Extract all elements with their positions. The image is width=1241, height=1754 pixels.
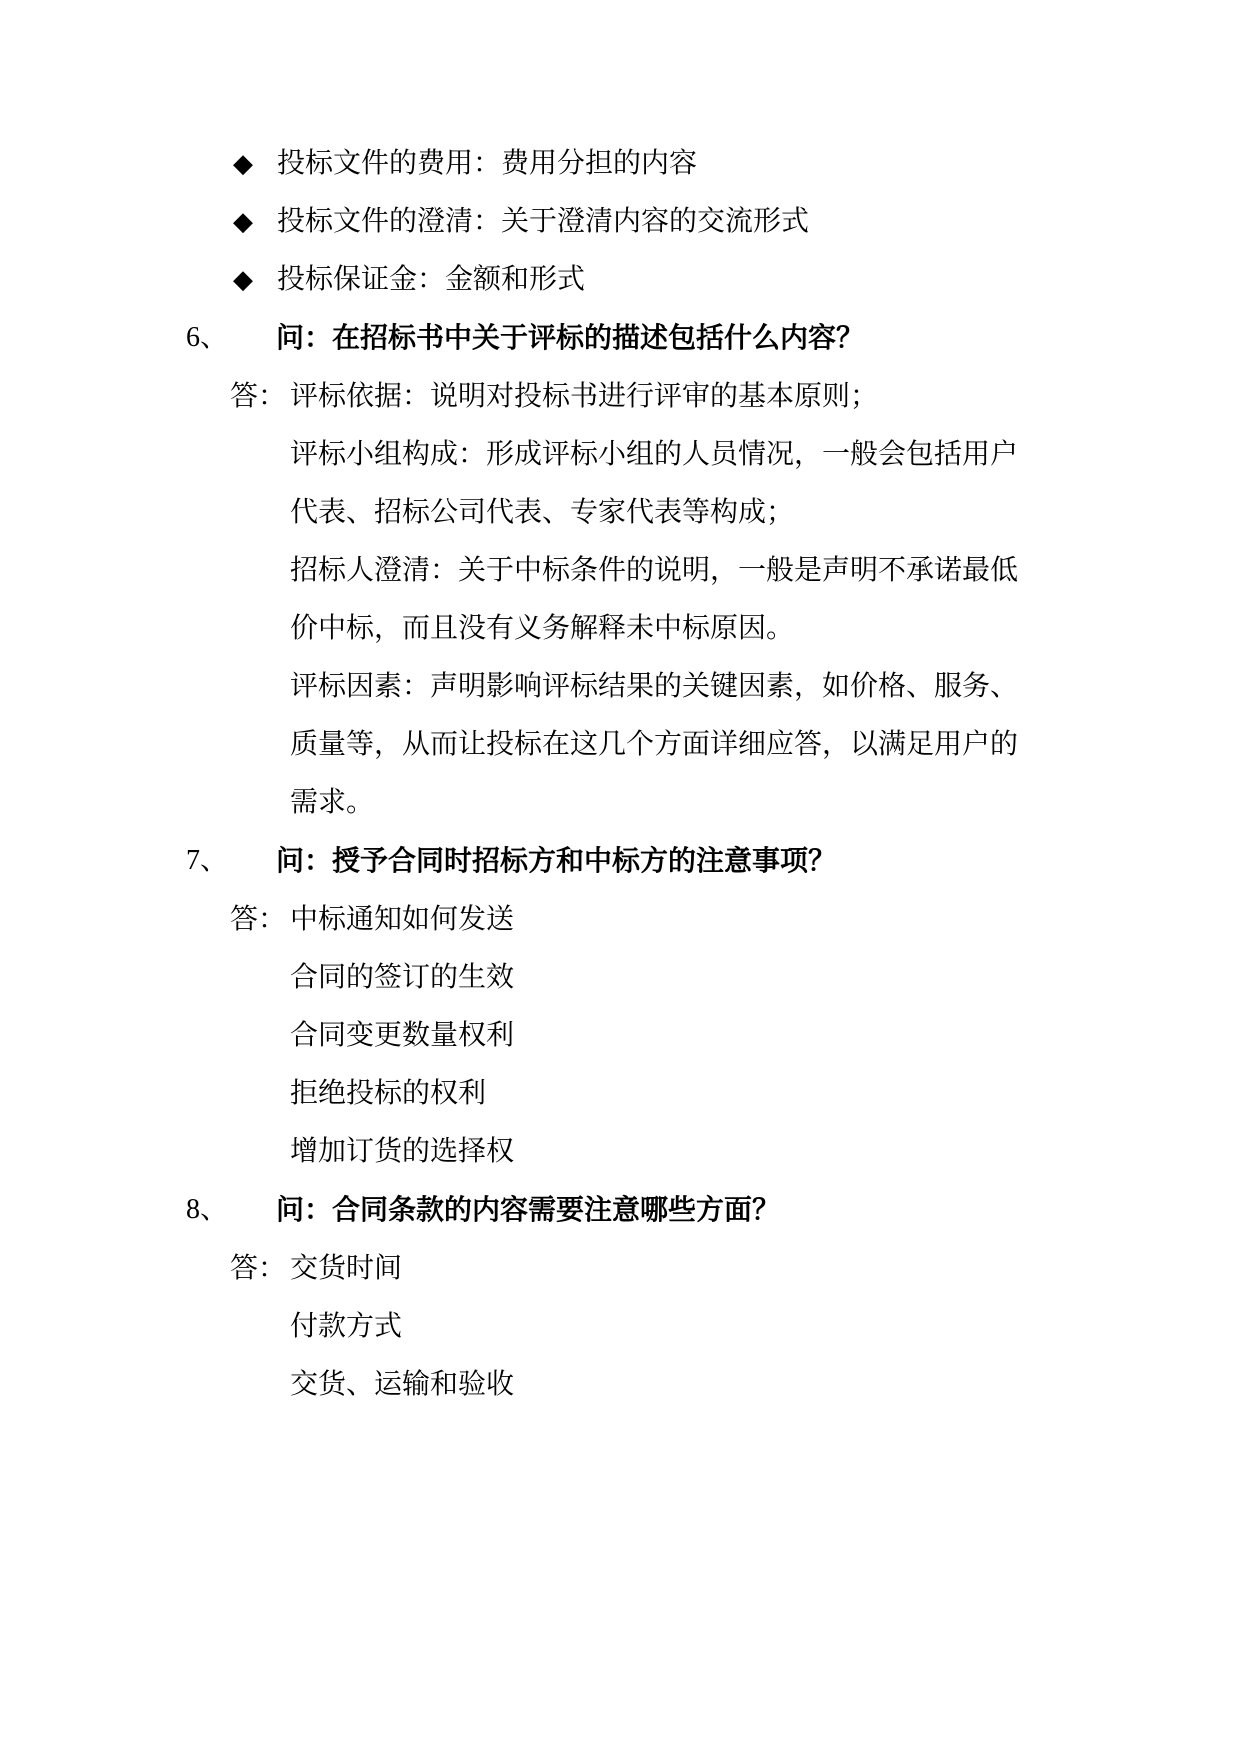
answer-label: 答： bbox=[230, 1251, 287, 1284]
bullet-text: 投标文件的澄清：关于澄清内容的交流形式 bbox=[277, 204, 810, 237]
question-number: 7、 bbox=[186, 845, 229, 876]
diamond-bullet-icon: ◆ bbox=[233, 207, 253, 237]
bullet-text: 投标文件的费用：费用分担的内容 bbox=[277, 146, 698, 179]
answer-line: 评标因素：声明影响评标结果的关键因素，如价格、服务、 bbox=[290, 669, 1019, 702]
answer-label: 答： bbox=[230, 379, 287, 412]
bullet-item bbox=[233, 145, 697, 182]
answer-line: 需求。 bbox=[290, 785, 375, 818]
answer-line: 拒绝投标的权利 bbox=[290, 1076, 487, 1109]
diamond-bullet-icon: ◆ bbox=[233, 265, 253, 295]
answer-line: 招标人澄清：关于中标条件的说明，一般是声明不承诺最低 bbox=[290, 553, 1019, 586]
answer-line: 付款方式 bbox=[290, 1309, 403, 1342]
bullet-item bbox=[233, 261, 585, 298]
bullet-text: 投标保证金：金额和形式 bbox=[277, 262, 586, 295]
answer-line: 合同的签订的生效 bbox=[290, 960, 515, 993]
question-number: 6、 bbox=[186, 322, 229, 353]
answer-line: 交货时间 bbox=[290, 1251, 403, 1284]
answer-line: 价中标，而且没有义务解释未中标原因。 bbox=[290, 611, 795, 644]
answer-label: 答： bbox=[230, 902, 287, 935]
answer-line: 交货、运输和验收 bbox=[290, 1367, 515, 1400]
answer-line: 合同变更数量权利 bbox=[290, 1018, 515, 1051]
question-heading: 问：授予合同时招标方和中标方的注意事项？ bbox=[276, 844, 837, 877]
answer-line: 中标通知如何发送 bbox=[290, 902, 515, 935]
question-number: 8、 bbox=[186, 1194, 229, 1225]
answer-line: 评标依据：说明对投标书进行评审的基本原则； bbox=[290, 379, 879, 412]
diamond-bullet-icon: ◆ bbox=[233, 149, 253, 179]
bullet-item bbox=[233, 203, 809, 240]
answer-line: 代表、招标公司代表、专家代表等构成； bbox=[290, 495, 795, 528]
answer-line: 增加订货的选择权 bbox=[290, 1134, 515, 1167]
question-heading: 问：在招标书中关于评标的描述包括什么内容？ bbox=[276, 321, 865, 354]
question-heading: 问：合同条款的内容需要注意哪些方面？ bbox=[276, 1193, 781, 1226]
answer-line: 质量等，从而让投标在这几个方面详细应答，以满足用户的 bbox=[290, 727, 1019, 760]
answer-line: 评标小组构成：形成评标小组的人员情况，一般会包括用户 bbox=[290, 437, 1019, 470]
